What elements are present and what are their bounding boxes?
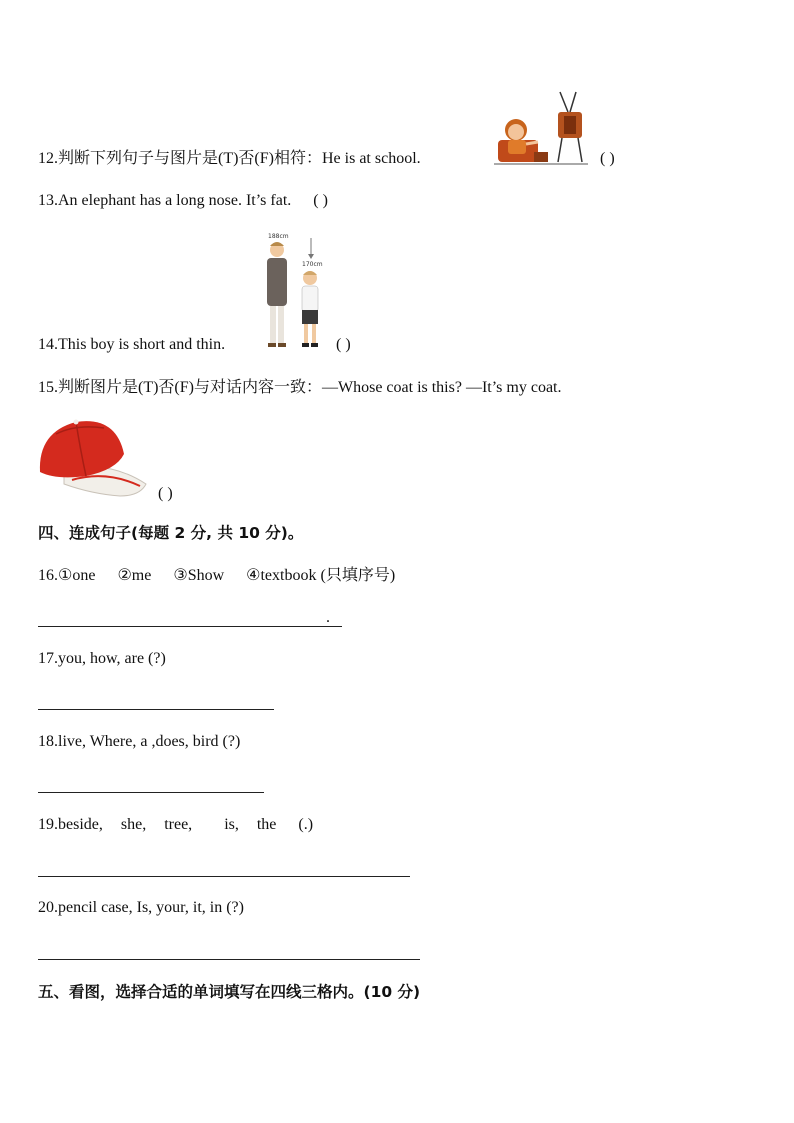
section-5-title: 五、看图，选择合适的单词填写在四线三格内。(10 分) bbox=[38, 983, 421, 1001]
question-13 bbox=[38, 191, 328, 211]
question-18-text: 18.live, Where, a ,does, bird (?) bbox=[38, 733, 241, 750]
man-and-boy-height-icon bbox=[258, 228, 334, 354]
question-17-text: 17.you, how, are (?) bbox=[38, 650, 166, 667]
q16-note: (只填序号) bbox=[320, 567, 396, 584]
question-20-answer-line[interactable] bbox=[38, 959, 420, 960]
question-15-answer-paren[interactable] bbox=[158, 484, 173, 504]
question-15 bbox=[38, 378, 562, 398]
red-cap-icon bbox=[36, 414, 152, 502]
question-13-answer-paren[interactable]: ( ) bbox=[313, 192, 328, 209]
q19-word-1: 19.beside, bbox=[38, 816, 103, 833]
paren-text: ( ) bbox=[158, 485, 173, 502]
child-watching-tv-icon bbox=[490, 90, 590, 166]
section-4-heading bbox=[38, 523, 303, 543]
tall-height-label: 188cm bbox=[268, 233, 289, 240]
q16-word-1: ①one bbox=[58, 567, 96, 584]
paren-text: ( ) bbox=[600, 150, 615, 167]
question-12-answer-paren[interactable] bbox=[600, 149, 615, 169]
question-17 bbox=[38, 649, 166, 669]
question-18 bbox=[38, 732, 240, 752]
paren-text: ( ) bbox=[336, 336, 351, 353]
question-19 bbox=[38, 815, 313, 835]
question-12-text: 12.判断下列句子与图片是(T)否(F)相符：He is at school. bbox=[38, 150, 421, 167]
question-14-answer-paren[interactable] bbox=[336, 335, 351, 355]
question-16-period bbox=[326, 608, 330, 628]
q16-word-4: ④textbook bbox=[246, 567, 317, 584]
question-18-answer-line[interactable] bbox=[38, 792, 264, 793]
question-14 bbox=[38, 335, 225, 355]
q16-word-2: ②me bbox=[117, 567, 152, 584]
short-height-label: 170cm bbox=[302, 261, 323, 268]
question-12 bbox=[38, 149, 421, 169]
question-16-answer-line[interactable] bbox=[38, 626, 342, 627]
question-17-answer-line[interactable] bbox=[38, 709, 274, 710]
q19-word-4: is, bbox=[224, 816, 239, 833]
question-20-text: 20.pencil case, Is, your, it, in (?) bbox=[38, 899, 244, 916]
section-5-heading bbox=[38, 982, 420, 1002]
question-14-text: 14.This boy is short and thin. bbox=[38, 336, 226, 353]
section-4-title: 四、连成句子(每题 2 分, 共 10 分)。 bbox=[38, 524, 304, 542]
question-20 bbox=[38, 898, 244, 918]
question-15-text: 15.判断图片是(T)否(F)与对话内容一致：—Whose coat is this? —It’s my coat. bbox=[38, 379, 562, 396]
q19-word-3: tree, bbox=[164, 816, 193, 833]
q19-word-2: she, bbox=[120, 816, 147, 833]
q19-word-5: the bbox=[256, 816, 277, 833]
question-13-text: 13.An elephant has a long nose. It’s fat. bbox=[38, 192, 292, 209]
question-19-answer-line[interactable] bbox=[38, 876, 410, 877]
q16-word-3: ③Show bbox=[173, 567, 225, 584]
period-text: . bbox=[326, 609, 330, 626]
q19-word-6: (.) bbox=[298, 816, 314, 833]
question-16 bbox=[38, 566, 395, 586]
question-16-number: 16. bbox=[38, 567, 58, 584]
